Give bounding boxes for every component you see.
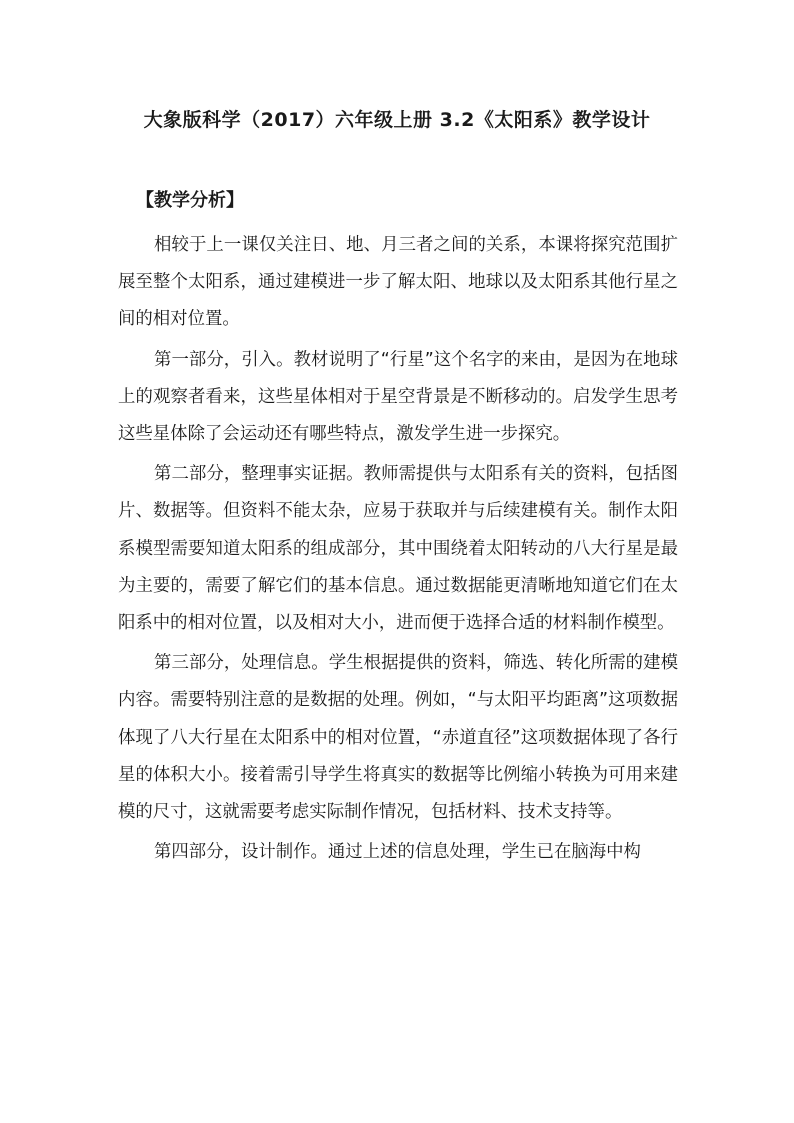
paragraph-part-four: 第四部分，设计制作。通过上述的信息处理，学生已在脑海中构 <box>154 842 641 863</box>
document-body <box>118 186 678 874</box>
section-heading-teaching-analysis: 【教学分析】 <box>136 190 244 211</box>
document-title: 大象版科学（2017）六年级上册 3.2《太阳系》教学设计 <box>143 109 651 131</box>
paragraph-part-two: 第二部分，整理事实证据。教师需提供与太阳系有关的资料，包括图片、数据等。但资料不能太杂，应易于获取并与后续建模有关。制作太阳系模型需要知道太阳系的组成部分，其中围绕着太阳转动的八大行星是最为主要的，需要了解它们的基本信息。通过数据能更清晰地知道它们在太阳系中的相对位置，以及相对大小，进而便于选择合适的材料制作模型。 <box>118 464 678 634</box>
paragraph-overview: 相较于上一课仅关注日、地、月三者之间的关系，本课将探究范围扩展至整个太阳系，通过建模进一步了解太阳、地球以及太阳系其他行星之间的相对位置。 <box>118 235 678 330</box>
paragraph-part-one: 第一部分，引入。教材说明了“行星”这个名字的来由，是因为在地球上的观察者看来，这些星体相对于星空背景是不断移动的。启发学生思考这些星体除了会运动还有哪些特点，激发学生进一步探究。 <box>118 349 678 445</box>
paragraph-part-three: 第三部分，处理信息。学生根据提供的资料，筛选、转化所需的建模内容。需要特别注意的是数据的处理。例如，“与太阳平均距离”这项数据体现了八大行星在太阳系中的相对位置，“赤道直径”这项数据体现了各行星的体积大小。接着需引导学生将真实的数据等比例缩小转换为可用来建模的尺寸，这就需要考虑实际制作情况，包括材料、技术支持等。 <box>118 653 678 823</box>
